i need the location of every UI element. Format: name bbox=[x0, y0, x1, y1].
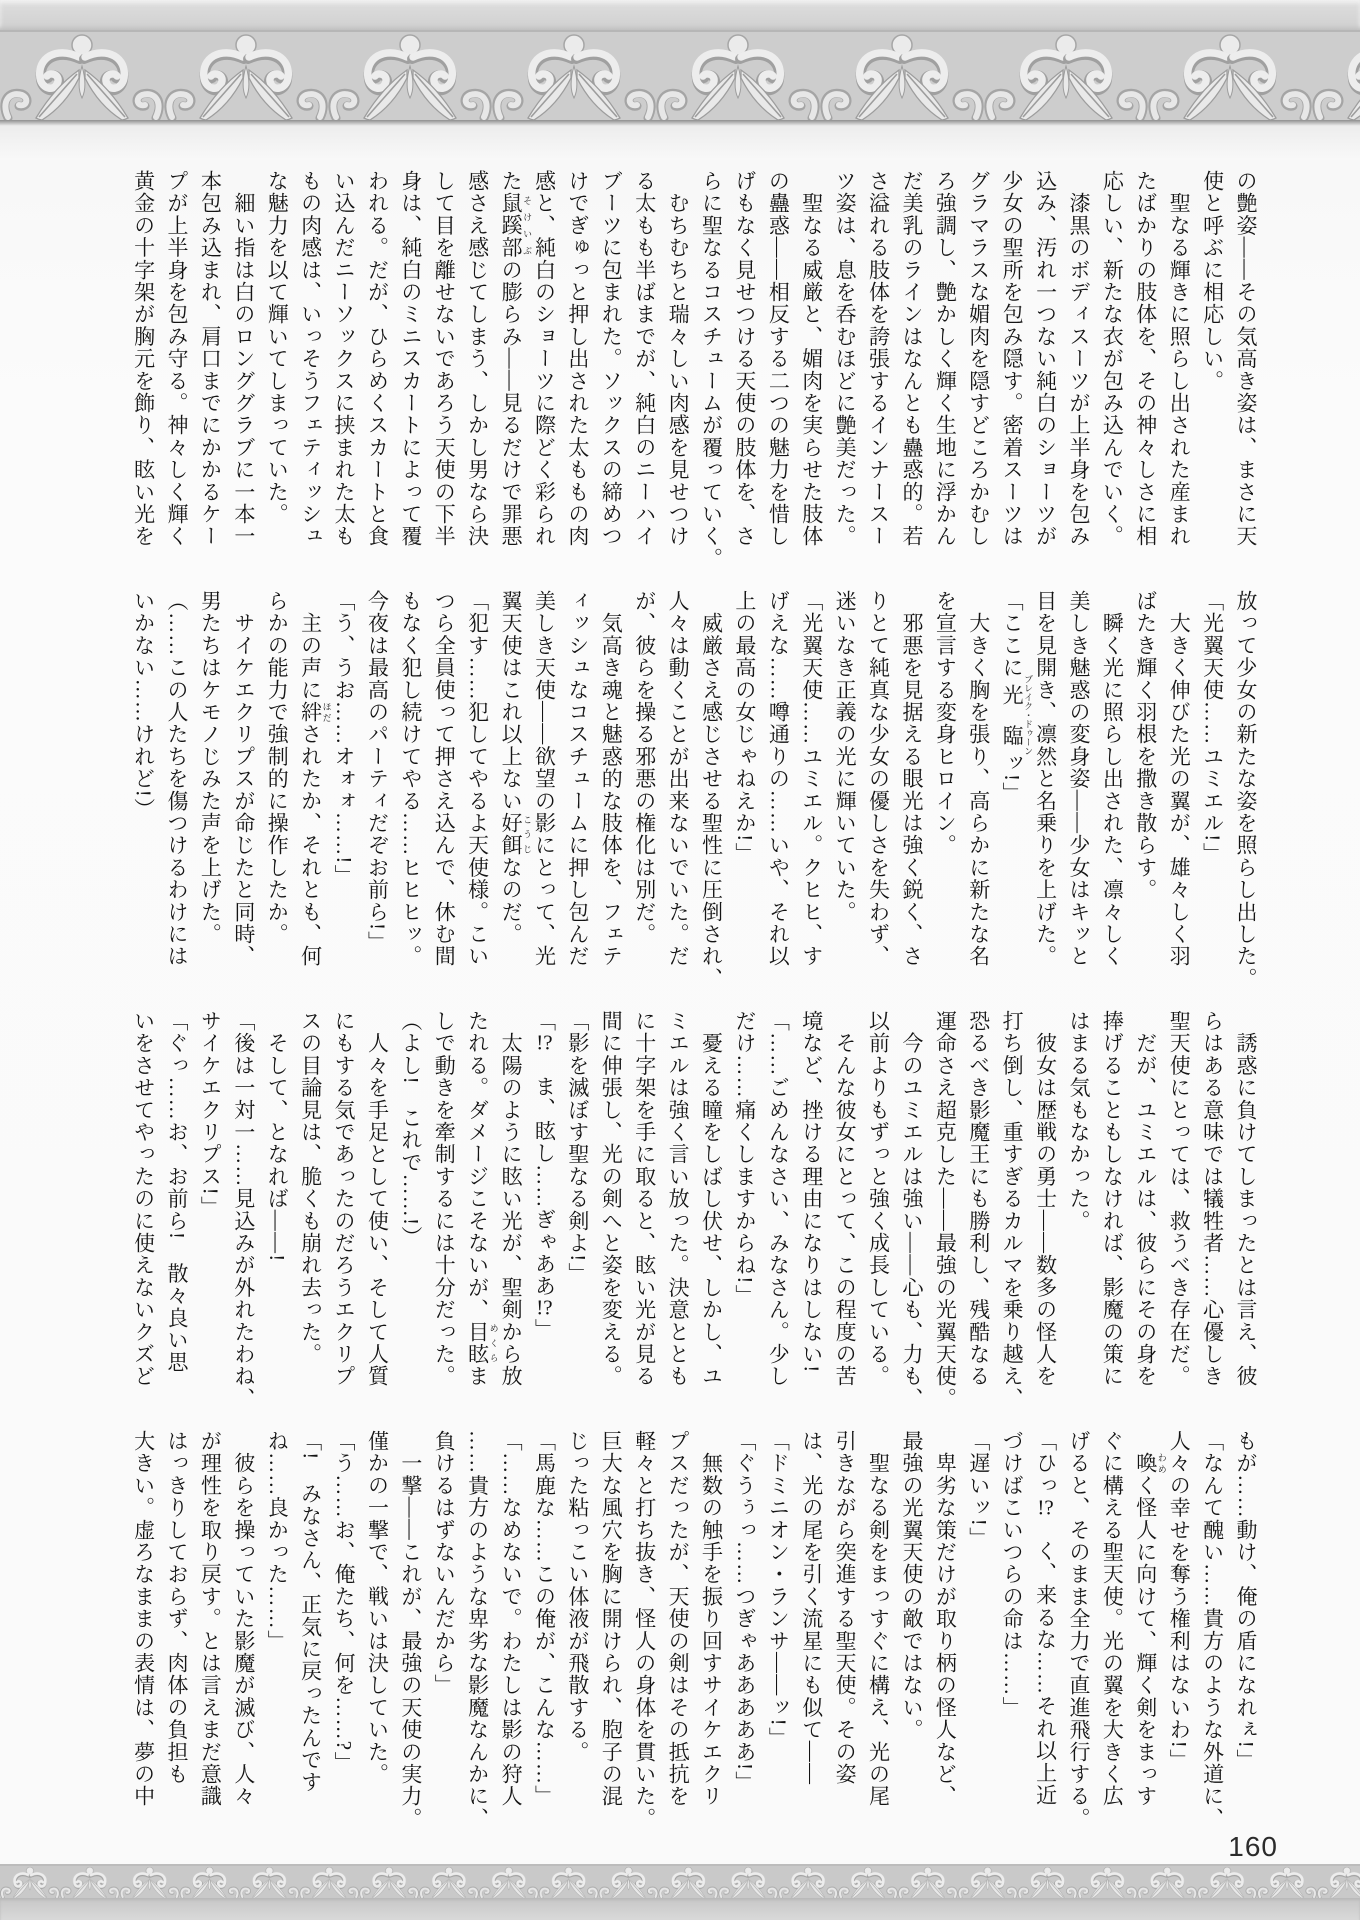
border-top-cap bbox=[0, 0, 1360, 32]
border-bottom-cap bbox=[0, 1898, 1360, 1920]
text-band-4: もが……動け、俺の盾になれぇ!」 「なんて醜い……貴方のような外道に、 人々の幸せを奪う権利はないわ!」 喚 わめく怪人に向けて、輝く剣をまっす ぐに構える聖天使。光の翼を大きく広 げると、そのまま全力で直進飛行する。 「ひっ!? く、来るな……それ以上近 づけばこいつらの命は……」 「遅いッ!」 卑劣な策だけが取り柄の怪人など、 最強の光翼天使の敵ではない。 聖なる剣をまっすぐに構え、光の尾 引きながら突進する聖天使。その姿 は、光の尾を引く流星にも似て―― 「ドミニオン・ランサ――ッ!」 「ぐうぅっ……つぎゃあああああ!」 無数の触手を振り回すサイケエクリ プスだったが、天使の剣はその抵抗を 軽々と打ち抜き、怪人の身体を貫いた。 巨大な風穴を胸に開けられ、胞子の混 じった粘っこい体液が飛散する。 「馬鹿な……この俺が、こんな……」 「……なめないで。わたしは影の狩人 ……貴方のような卑劣な影魔なんかに、 負けるはずないんだから」 一撃――これが、最強の天使の実力。 僅かの一撃で、戦いは決していた。 「う……お、俺たち、何を……?」 「! みなさん、正気に戻ったんです ね……良かった……」 彼らを操っていた影魔が滅び、人々 が理性を取り戻す。とは言えまだ意識 はっきりしておらず、肉体の負担も 大きい。虚ろなままの表情は、夢の中 bbox=[131, 1430, 1258, 1830]
palmette-frieze-icon bbox=[0, 32, 1360, 120]
palmette-frieze-small-icon bbox=[0, 1866, 1360, 1898]
ornament-border-bottom bbox=[0, 1864, 1360, 1920]
text-band-3: 誘惑に負けてしまったとは言え、彼 らはある意味では犠牲者……心優しき 聖天使にとっては、救うべき存在だ。 だが、ユミエルは、彼らにその身を 捧げることもしなければ、影魔の策に はまる気もなかった。 彼女は歴戦の勇士――数多の怪人を 打ち倒し、重すぎるカルマを乗り越え、 恐るべき影魔王にも勝利し、残酷なる 運命さえ超克した――最強の光翼天使。 今のユミエルは強い――心も、力も、 以前よりもずっと強く成長している。 そんな彼女にとって、この程度の苦 境など、挫ける理由になりはしない! 「……ごめんなさい、みなさん。少し だけ……痛くしますからね!」 憂える瞳をしばし伏せ、しかし、ユ ミエルは強く言い放った。決意ととも に十字架を手に取ると、眩い光が見る 間に伸張し、光の剣へと姿を変える。 「影を滅ぼす聖なる剣よ!」 「!? ま、眩し……ぎゃああ!?」 太陽のように眩い光が、聖剣から放 たれる。ダメージこそないが、目眩 めくらま しで動きを牽制するには十分だった。 （よし! これで……!） 人々を手足として使い、そして人質 にもする気であったのだろうエクリプ スの目論見は、脆くも崩れ去った。 そして、となれば――! 「後は一対一……見込みが外れたわね、 サイケエクリプス!」 「ぐっ……お、お前ら! 散々良い思 いをさせてやったのに使えないクズど bbox=[131, 1010, 1258, 1410]
text-band-1: の艶姿――その気高き姿は、まさに天 使と呼ぶに相応しい。 聖なる輝きに照らし出された産まれ たばかりの肢体を、その神々しさに相 応しい、新たな衣が包み込んでいく。 漆黒のボディスーツが上半身を包み 込み、汚れ一つない純白のショーツが 少女の聖所を包み隠す。密着スーツは グラマラスな媚肉を隠すどころかむし ろ強調し、艶かしく輝く生地に浮かん だ美乳のラインはなんとも蠱惑的。若 さ溢れる肢体を誇張するインナースー ツ姿は、息を呑むほどに艶美だった。 聖なる威厳と、媚肉を実らせた肢体 の蠱惑――相反する二つの魅力を惜し げもなく見せつける天使の肢体を、さ らに聖なるコスチュームが覆っていく。 むちむちと瑞々しい肉感を見せつけ る太もも半ばまでが、純白のニーハイ ブーツに包まれた。ソックスの締めつ けでぎゅっと押し出された太ももの肉 感と、純白のショーツに際どく彩られ た鼠蹊部 そけいぶの膨らみ――見るだけで罪悪 感さえ感じてしまう、しかし男なら決 して目を離せないであろう天使の下半 身は、純白のミニスカートによって覆 われる。だが、ひらめくスカートと食 い込んだニーソックスに挟まれた太も もの肉感は、いっそうフェティッシュ な魅力を以て輝いてしまっていた。 細い指は白のロンググラブに一本一 本包み込まれ、肩口までにかかるケー プが上半身を包み守る。神々しく輝く 黄金の十字架が胸元を飾り、眩い光を bbox=[131, 170, 1258, 570]
border-top-edge bbox=[0, 120, 1360, 126]
page-number: 160 bbox=[1228, 1831, 1278, 1862]
ornament-border-top bbox=[0, 0, 1360, 126]
text-band-2: 放って少女の新たな姿を照らし出した。 「光翼天使……ユミエル!」 大きく伸びた光の翼が、雄々しく羽 ばたき輝く羽根を撒き散らす。 瞬く光に照らし出された、凛々しく 美しき魅惑の変身姿――少女はキッと 目を見開き、凛然と名乗りを上げた。 「ここに光臨 ブレイク・ドゥーンッ!」 大きく胸を張り、高らかに新たな名 を宣言する変身ヒロイン。 邪悪を見据える眼光は強く鋭く、さ りとて純真な少女の優しさを失わず、 迷いなき正義の光に輝いていた。 「光翼天使……ユミエル。クヒヒ、す げえな……噂通りの……いや、それ以 上の最高の女じゃねえか!」 威厳さえ感じさせる聖性に圧倒され、 人々は動くことが出来ないでいた。だ が、彼らを操る邪悪の権化は別だ。 気高き魂と魅惑的な肢体を、フェテ ィッシュなコスチュームに押し包んだ 美しき天使――欲望の影にとって、光 翼天使はこれ以上ない好餌 こうじなのだ。 「犯す……犯してやるよ天使様。こい つら全員使って押さえ込んで、休む間 もなく犯し続けてやる……ヒヒヒッ。 今夜は最高のパーティだぞお前ら!」 「う、うお……オォォ……!」 主の声に絆 ほだされたか、それとも、何 らかの能力で強制的に操作したか。 サイケエクリプスが命じたと同時、 男たちはケモノじみた声を上げた。 （……この人たちを傷つけるわけには いかない……けれど!） bbox=[131, 590, 1258, 990]
